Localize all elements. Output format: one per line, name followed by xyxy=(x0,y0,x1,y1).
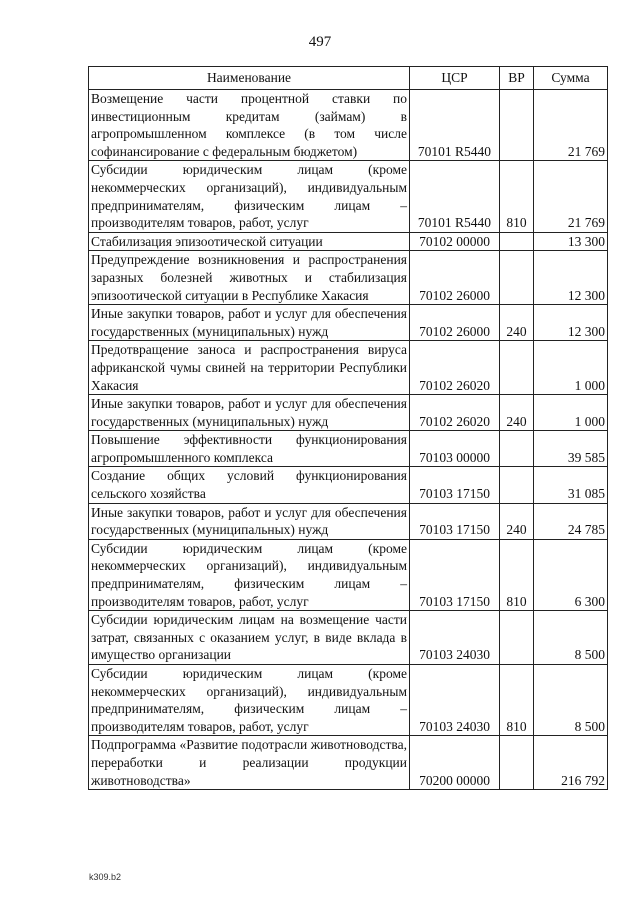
row-csr: 70103 24030 xyxy=(410,611,500,665)
row-vr xyxy=(500,90,534,161)
table-row xyxy=(89,503,608,539)
row-name: Повышение эффективности функционирования агропромышленного комплекса xyxy=(89,431,410,467)
row-sum: 6 300 xyxy=(534,539,608,610)
row-sum: 31 085 xyxy=(534,467,608,503)
table-row xyxy=(89,161,608,232)
table-row xyxy=(89,467,608,503)
row-sum: 13 300 xyxy=(534,232,608,251)
row-sum: 21 769 xyxy=(534,161,608,232)
row-vr: 240 xyxy=(500,395,534,431)
row-csr: 70102 00000 xyxy=(410,232,500,251)
row-vr xyxy=(500,232,534,251)
header-sum: Сумма xyxy=(534,67,608,90)
row-sum: 12 300 xyxy=(534,251,608,305)
row-csr: 70103 17150 xyxy=(410,467,500,503)
row-csr: 70101 R5440 xyxy=(410,161,500,232)
footer-code: k309.b2 xyxy=(89,872,122,882)
row-sum: 39 585 xyxy=(534,431,608,467)
row-name: Предупреждение возникновения и распространения заразных болезней животных и стабилизация эпизоотической ситуации в Республике Хакасия xyxy=(89,251,410,305)
row-name: Создание общих условий функционирования сельского хозяйства xyxy=(89,467,410,503)
row-sum: 1 000 xyxy=(534,395,608,431)
row-name: Стабилизация эпизоотической ситуации xyxy=(89,232,410,251)
row-csr: 70102 26020 xyxy=(410,341,500,395)
row-vr: 240 xyxy=(500,503,534,539)
table-row xyxy=(89,251,608,305)
row-name: Субсидии юридическим лицам (кроме некоммерческих организаций), индивидуальным предпринимателям, физическим лицам – производителям товаров, работ, услуг xyxy=(89,161,410,232)
row-csr: 70102 26000 xyxy=(410,251,500,305)
row-sum: 12 300 xyxy=(534,305,608,341)
row-vr xyxy=(500,251,534,305)
row-csr: 70200 00000 xyxy=(410,736,500,790)
table-row xyxy=(89,232,608,251)
row-csr: 70103 17150 xyxy=(410,539,500,610)
table-row xyxy=(89,90,608,161)
page-number: 497 xyxy=(308,34,332,50)
row-csr: 70103 00000 xyxy=(410,431,500,467)
row-name: Субсидии юридическим лицам (кроме некоммерческих организаций), индивидуальным предпринимателям, физическим лицам – производителям товаров, работ, услуг xyxy=(89,665,410,736)
table-body xyxy=(89,90,608,790)
row-sum: 1 000 xyxy=(534,341,608,395)
row-vr xyxy=(500,467,534,503)
row-vr xyxy=(500,611,534,665)
header-csr: ЦСР xyxy=(410,67,500,90)
header-vr: ВР xyxy=(500,67,534,90)
row-vr: 810 xyxy=(500,539,534,610)
table-row xyxy=(89,665,608,736)
table-row xyxy=(89,431,608,467)
row-vr: 240 xyxy=(500,305,534,341)
row-name: Субсидии юридическим лицам (кроме некоммерческих организаций), индивидуальным предпринимателям, физическим лицам – производителям товаров, работ, услуг xyxy=(89,539,410,610)
table-row xyxy=(89,539,608,610)
table-row xyxy=(89,395,608,431)
table-row xyxy=(89,611,608,665)
row-sum: 8 500 xyxy=(534,611,608,665)
row-sum: 21 769 xyxy=(534,90,608,161)
table-header xyxy=(89,67,608,90)
row-sum: 8 500 xyxy=(534,665,608,736)
row-name: Предотвращение заноса и распространения вируса африканской чумы свиней на территории Республики Хакасия xyxy=(89,341,410,395)
row-csr: 70103 17150 xyxy=(410,503,500,539)
row-name: Иные закупки товаров, работ и услуг для обеспечения государственных (муниципальных) нужд xyxy=(89,395,410,431)
budget-table xyxy=(88,66,608,790)
header-name: Наименование xyxy=(89,67,410,90)
row-csr: 70101 R5440 xyxy=(410,90,500,161)
table-row xyxy=(89,305,608,341)
table-row xyxy=(89,736,608,790)
row-name: Возмещение части процентной ставки по инвестиционным кредитам (займам) в агропромышленном комплексе (в том числе софинансирование с федеральным бюджетом) xyxy=(89,90,410,161)
row-sum: 216 792 xyxy=(534,736,608,790)
row-name: Субсидии юридическим лицам на возмещение части затрат, связанных с оказанием услуг, в виде вклада в имущество организации xyxy=(89,611,410,665)
row-name: Иные закупки товаров, работ и услуг для обеспечения государственных (муниципальных) нужд xyxy=(89,305,410,341)
row-name: Подпрограмма «Развитие подотрасли животноводства, переработки и реализации продукции животноводства» xyxy=(89,736,410,790)
row-vr xyxy=(500,431,534,467)
row-sum: 24 785 xyxy=(534,503,608,539)
row-vr: 810 xyxy=(500,161,534,232)
header-row xyxy=(89,67,608,90)
row-vr xyxy=(500,341,534,395)
row-name: Иные закупки товаров, работ и услуг для обеспечения государственных (муниципальных) нужд xyxy=(89,503,410,539)
row-csr: 70102 26000 xyxy=(410,305,500,341)
row-vr: 810 xyxy=(500,665,534,736)
row-vr xyxy=(500,736,534,790)
row-csr: 70102 26020 xyxy=(410,395,500,431)
row-csr: 70103 24030 xyxy=(410,665,500,736)
table-row xyxy=(89,341,608,395)
